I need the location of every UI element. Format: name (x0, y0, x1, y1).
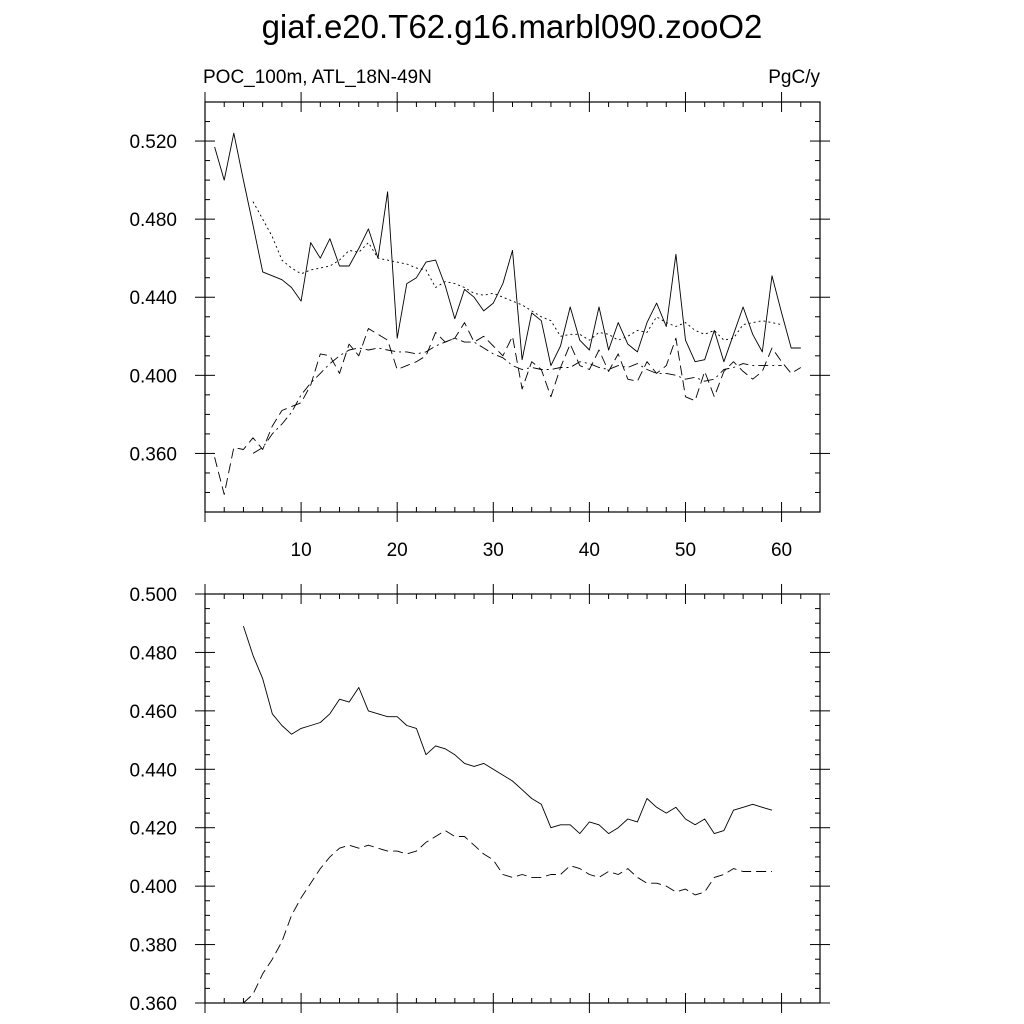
top-y-tick-label: 0.360 (129, 444, 177, 466)
bottom-y-tick-label: 0.440 (129, 760, 177, 782)
top-series-running-mean-dotted (253, 202, 782, 341)
top-y-tick-label: 0.520 (129, 132, 177, 154)
top-x-tick-label: 60 (770, 540, 793, 561)
top-series-running-mean-dashdot (253, 338, 782, 453)
top-x-tick-label: 20 (386, 540, 408, 561)
top-plot-frame (205, 102, 820, 512)
top-panel-left-label: POC_100m, ATL_18N-49N (203, 67, 432, 88)
top-series-annual-dashed (215, 323, 801, 495)
top-panel-units-label: PgC/y (768, 67, 820, 88)
top-x-tick-label: 10 (290, 540, 312, 561)
bottom-y-tick-label: 0.380 (129, 935, 177, 957)
top-panel (129, 67, 830, 561)
top-y-tick-label: 0.480 (129, 210, 177, 232)
top-x-tick-label: 40 (578, 540, 600, 561)
bottom-series-running-mean-dashed (243, 831, 772, 1003)
bottom-plot-frame (205, 594, 820, 1003)
bottom-panel (129, 584, 830, 1015)
top-series-annual-solid (215, 133, 801, 365)
bottom-y-tick-label: 0.500 (129, 585, 177, 606)
chart-title: giaf.e20.T62.g16.marbl090.zooO2 (261, 8, 763, 45)
bottom-y-tick-label: 0.420 (129, 818, 177, 840)
bottom-y-tick-label: 0.460 (129, 701, 177, 723)
bottom-y-tick-label: 0.400 (129, 877, 177, 899)
top-x-tick-label: 50 (674, 540, 697, 561)
top-x-tick-label: 30 (482, 540, 504, 561)
bottom-y-tick-label: 0.480 (129, 643, 177, 665)
bottom-series-running-mean-solid (243, 626, 772, 834)
top-y-tick-label: 0.440 (129, 288, 177, 310)
top-y-tick-label: 0.400 (129, 366, 177, 388)
bottom-y-tick-label: 0.360 (129, 994, 177, 1015)
